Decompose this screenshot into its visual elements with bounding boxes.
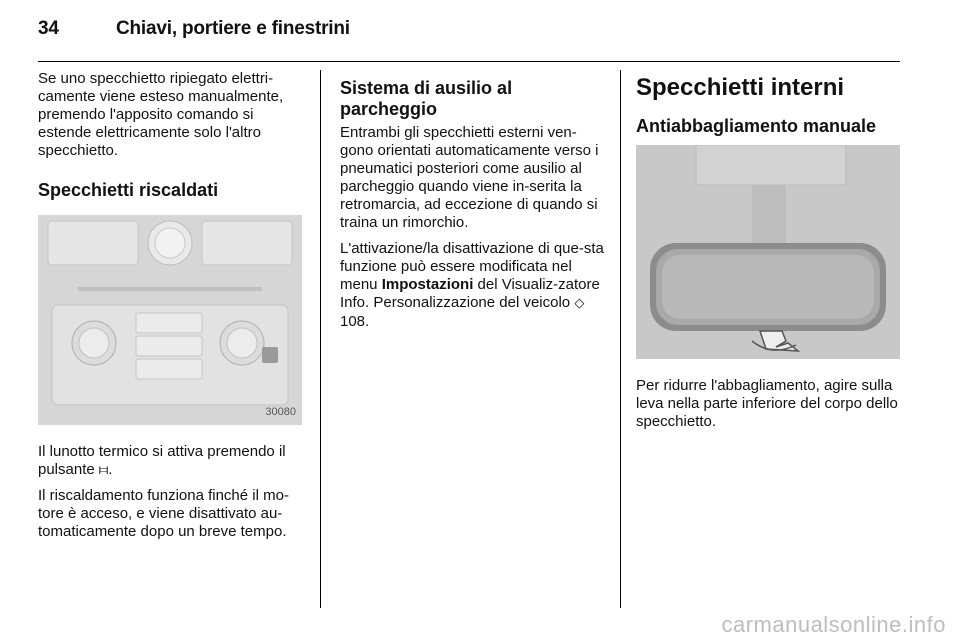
column-3 [636,70,902,439]
rear-window-text: Il lunotto termico si attiva premendo il pulsante [38,443,286,478]
parking-assist-heading: Sistema di ausilio al parcheggio [340,78,513,119]
page-number: 34 [38,18,59,39]
settings-paragraph [340,240,608,331]
page-reference-icon: ◇ [574,296,585,311]
rear-window-heater-icon: ⧦ [98,461,109,478]
chapter-title: Chiavi, portiere e finestrini [116,18,350,39]
figure-number: 30080 [265,406,296,418]
interior-mirrors-heading: Specchietti interni [636,74,845,101]
column-1 [38,70,306,549]
watermark: carmanualsonline.info [721,612,946,637]
header-rule [38,61,900,62]
page-reference: 108. [340,313,370,330]
parking-assist-paragraph: Entrambi gli specchietti esterni ven-gono orientati automaticamente verso i pneumatici posteriori come ausilio al parcheggio quando viene in-serita la retromarcia, ad eccezione di quando si traina un rimorchio. [340,124,599,231]
column-divider-1 [320,70,321,608]
heated-mirrors-heading: Specchietti riscaldati [38,180,219,200]
rear-window-paragraph [38,443,306,479]
climate-control-panel-image [38,215,302,425]
heating-duration-paragraph: Il riscaldamento funziona finché il mo-tore è acceso, e viene disattivato au-tomaticamente dopo un breve tempo. [38,487,289,540]
rearview-mirror-illustration [636,145,900,359]
column-2 [340,70,608,339]
rearview-mirror-image [636,145,900,359]
rear-window-text-end: . [108,461,113,478]
page-header [38,18,350,40]
climate-panel-illustration [38,215,302,425]
settings-text-1: L'attivazione/la disattivazione di que-sta funzione può essere modificata nel menu [340,240,604,293]
antiglare-paragraph: Per ridurre l'abbagliamento, agire sulla leva nella parte inferiore del corpo dello specchietto. [636,377,898,430]
settings-text-2: del Visualiz-zatore Info. Personalizzazione del veicolo [340,276,600,311]
settings-menu-label: Impostazioni [381,276,474,293]
intro-paragraph: Se uno specchietto ripiegato elettri-camente viene esteso manualmente, premendo l'apposito comando si estende elettricamente solo l'altro specchietto. [38,70,284,159]
column-divider-2 [620,70,621,608]
manual-antiglare-heading: Antiabbagliamento manuale [636,116,877,136]
